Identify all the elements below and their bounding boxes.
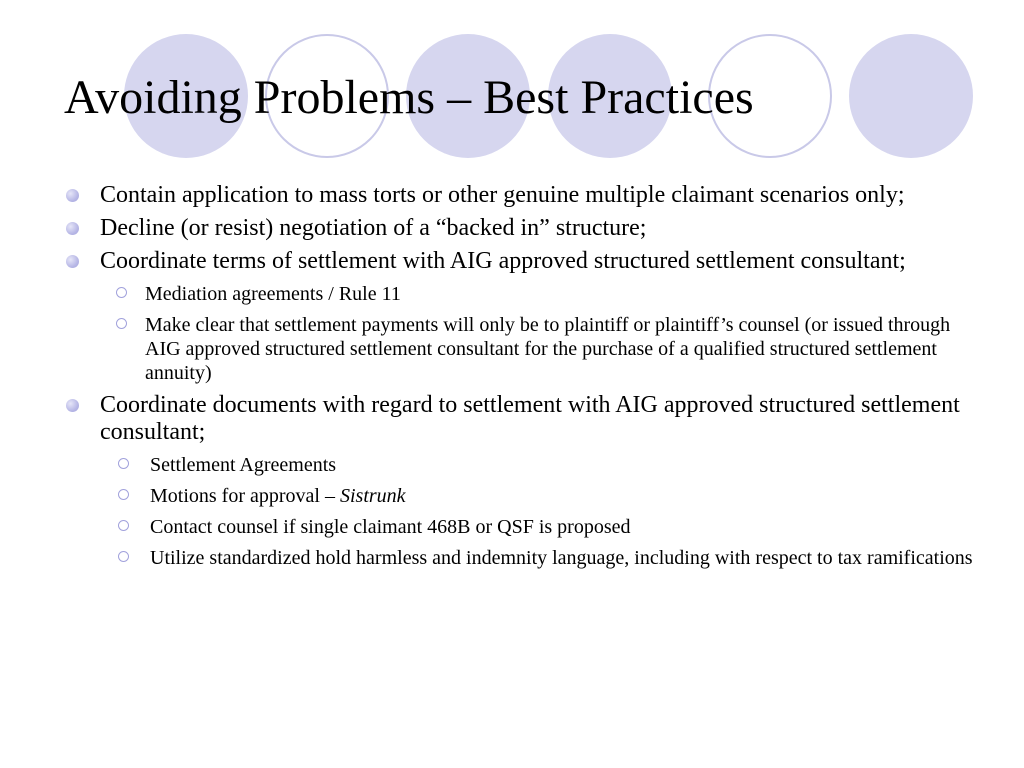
sub-list-wrapper [66,282,976,385]
sub-bullet-text: Utilize standardized hold harmless and indemnity language, including with respect to tax ramifications [145,547,973,569]
bullet-dot-icon [66,399,79,412]
sub-bullet-item [113,515,976,539]
ring-bullet-icon [116,318,127,329]
bullet-item [66,215,976,242]
sub-bullet-text: Motions for approval – [145,485,340,507]
sub-bullet-list [66,453,976,570]
bullet-dot-icon [66,222,79,235]
bullet-item [66,182,976,209]
sub-bullet-item [111,313,976,385]
bullet-text: Coordinate documents with regard to settlement with AIG approved structured settlement consultant; [100,392,960,445]
slide-title: Avoiding Problems – Best Practices [64,71,754,124]
sub-bullet-item [113,546,976,570]
ring-bullet-icon [118,520,129,531]
bullet-text: Decline (or resist) negotiation of a “backed in” structure; [100,215,647,241]
sub-bullet-item [113,484,976,508]
case-name-emphasis: Sistrunk [339,485,406,507]
decor-circle-filled [849,34,973,158]
sub-bullet-text: Make clear that settlement payments will only be to plaintiff or plaintiff’s counsel (or issued through AIG approved structured settlement consultant for the purchase of a qualified structured settlement annuity) [145,314,955,384]
bullet-text: Coordinate terms of settlement with AIG approved structured settlement consultant; [100,248,906,274]
bullet-item [66,392,976,446]
bullet-dot-icon [66,189,79,202]
ring-bullet-icon [116,287,127,298]
sub-list-wrapper [66,453,976,570]
sub-bullet-item [111,282,976,306]
ring-bullet-icon [118,458,129,469]
bullet-dot-icon [66,255,79,268]
bullet-item [66,248,976,275]
sub-bullet-text: Settlement Agreements [145,454,337,476]
bullet-text: Contain application to mass torts or other genuine multiple claimant scenarios only; [100,182,905,208]
sub-bullet-text: Contact counsel if single claimant 468B or QSF is proposed [145,516,631,538]
ring-bullet-icon [118,489,129,500]
ring-bullet-icon [118,551,129,562]
bullet-list [66,182,976,577]
sub-bullet-list [66,282,976,385]
sub-bullet-text: Mediation agreements / Rule 11 [145,283,401,305]
sub-bullet-item [113,453,976,477]
